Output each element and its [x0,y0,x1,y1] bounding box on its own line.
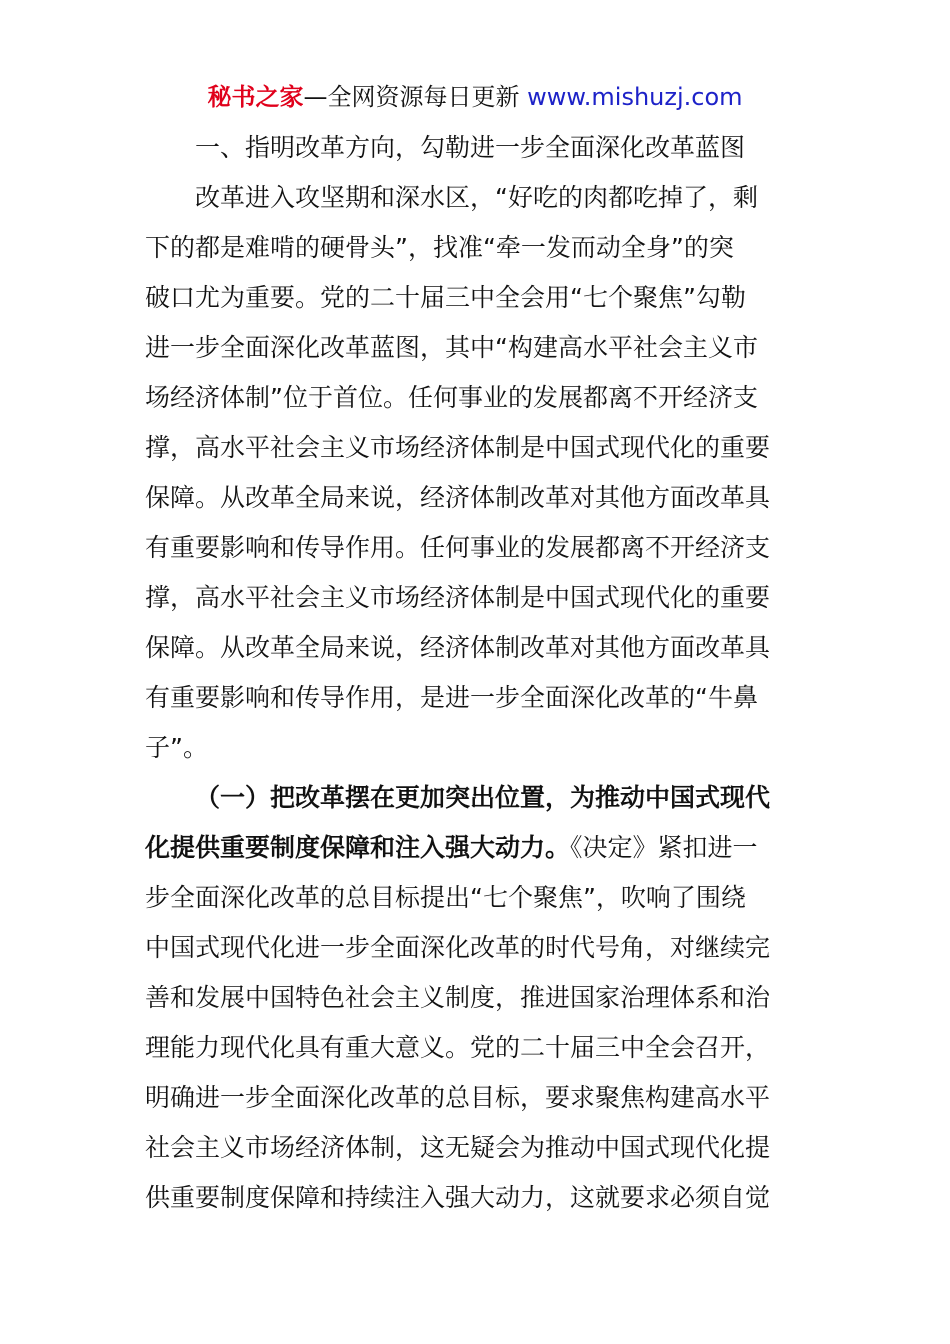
paragraph-line: 中国式现代化进一步全面深化改革的时代号角，对继续完 [145,933,771,962]
paragraph-line: 场经济体制”位于首位。任何事业的发展都离不开经济支 [145,383,758,412]
paragraph-line: 供重要制度保障和持续注入强大动力，这就要求必须自觉 [145,1183,771,1212]
site-url-link[interactable]: www.mishuzj.com [527,83,743,111]
paragraph-line [145,823,810,873]
paragraph-line: 有重要影响和传导作用。任何事业的发展都离不开经济支 [145,533,771,562]
site-header [0,80,950,114]
paragraph-line: 下的都是难啃的硬骨头”，找准“牵一发而动全身”的突 [145,233,734,262]
header-tagline: —全网资源每日更新 [303,83,528,111]
paragraph-line: 理能力现代化具有重大意义。党的二十届三中全会召开， [145,1033,771,1062]
paragraph-line: 明确进一步全面深化改革的总目标，要求聚焦构建高水平 [145,1083,771,1112]
brand-name: 秘书之家 [207,83,304,111]
paragraph-text: 《决定》紧扣进一 [570,833,758,862]
section-heading: 一、指明改革方向，勾勒进一步全面深化改革蓝图 [195,133,746,162]
paragraph-line: 步全面深化改革的总目标提出“七个聚焦”，吹响了围绕 [145,883,746,912]
subsection-heading: （一）把改革摆在更加突出位置，为推动中国式现代 [195,783,771,812]
paragraph-line: 有重要影响和传导作用，是进一步全面深化改革的“牛鼻 [145,683,758,712]
paragraph-line: 进一步全面深化改革蓝图，其中“构建高水平社会主义市 [145,333,758,362]
paragraph-line: 保障。从改革全局来说，经济体制改革对其他方面改革具 [145,633,771,662]
paragraph-line: 破口尤为重要。党的二十届三中全会用“七个聚焦”勾勒 [145,283,746,312]
document-body [145,123,810,1223]
paragraph-line: 社会主义市场经济体制，这无疑会为推动中国式现代化提 [145,1133,771,1162]
paragraph-line: 善和发展中国特色社会主义制度，推进国家治理体系和治 [145,983,771,1012]
subsection-heading-end: 化提供重要制度保障和注入强大动力。 [145,833,571,862]
paragraph-line: 撑，高水平社会主义市场经济体制是中国式现代化的重要 [145,433,771,462]
paragraph-line: 子”。 [145,733,208,762]
paragraph-line: 撑，高水平社会主义市场经济体制是中国式现代化的重要 [145,583,771,612]
paragraph-line: 保障。从改革全局来说，经济体制改革对其他方面改革具 [145,483,771,512]
paragraph-line: 改革进入攻坚期和深水区，“好吃的肉都吃掉了，剩 [195,183,758,212]
